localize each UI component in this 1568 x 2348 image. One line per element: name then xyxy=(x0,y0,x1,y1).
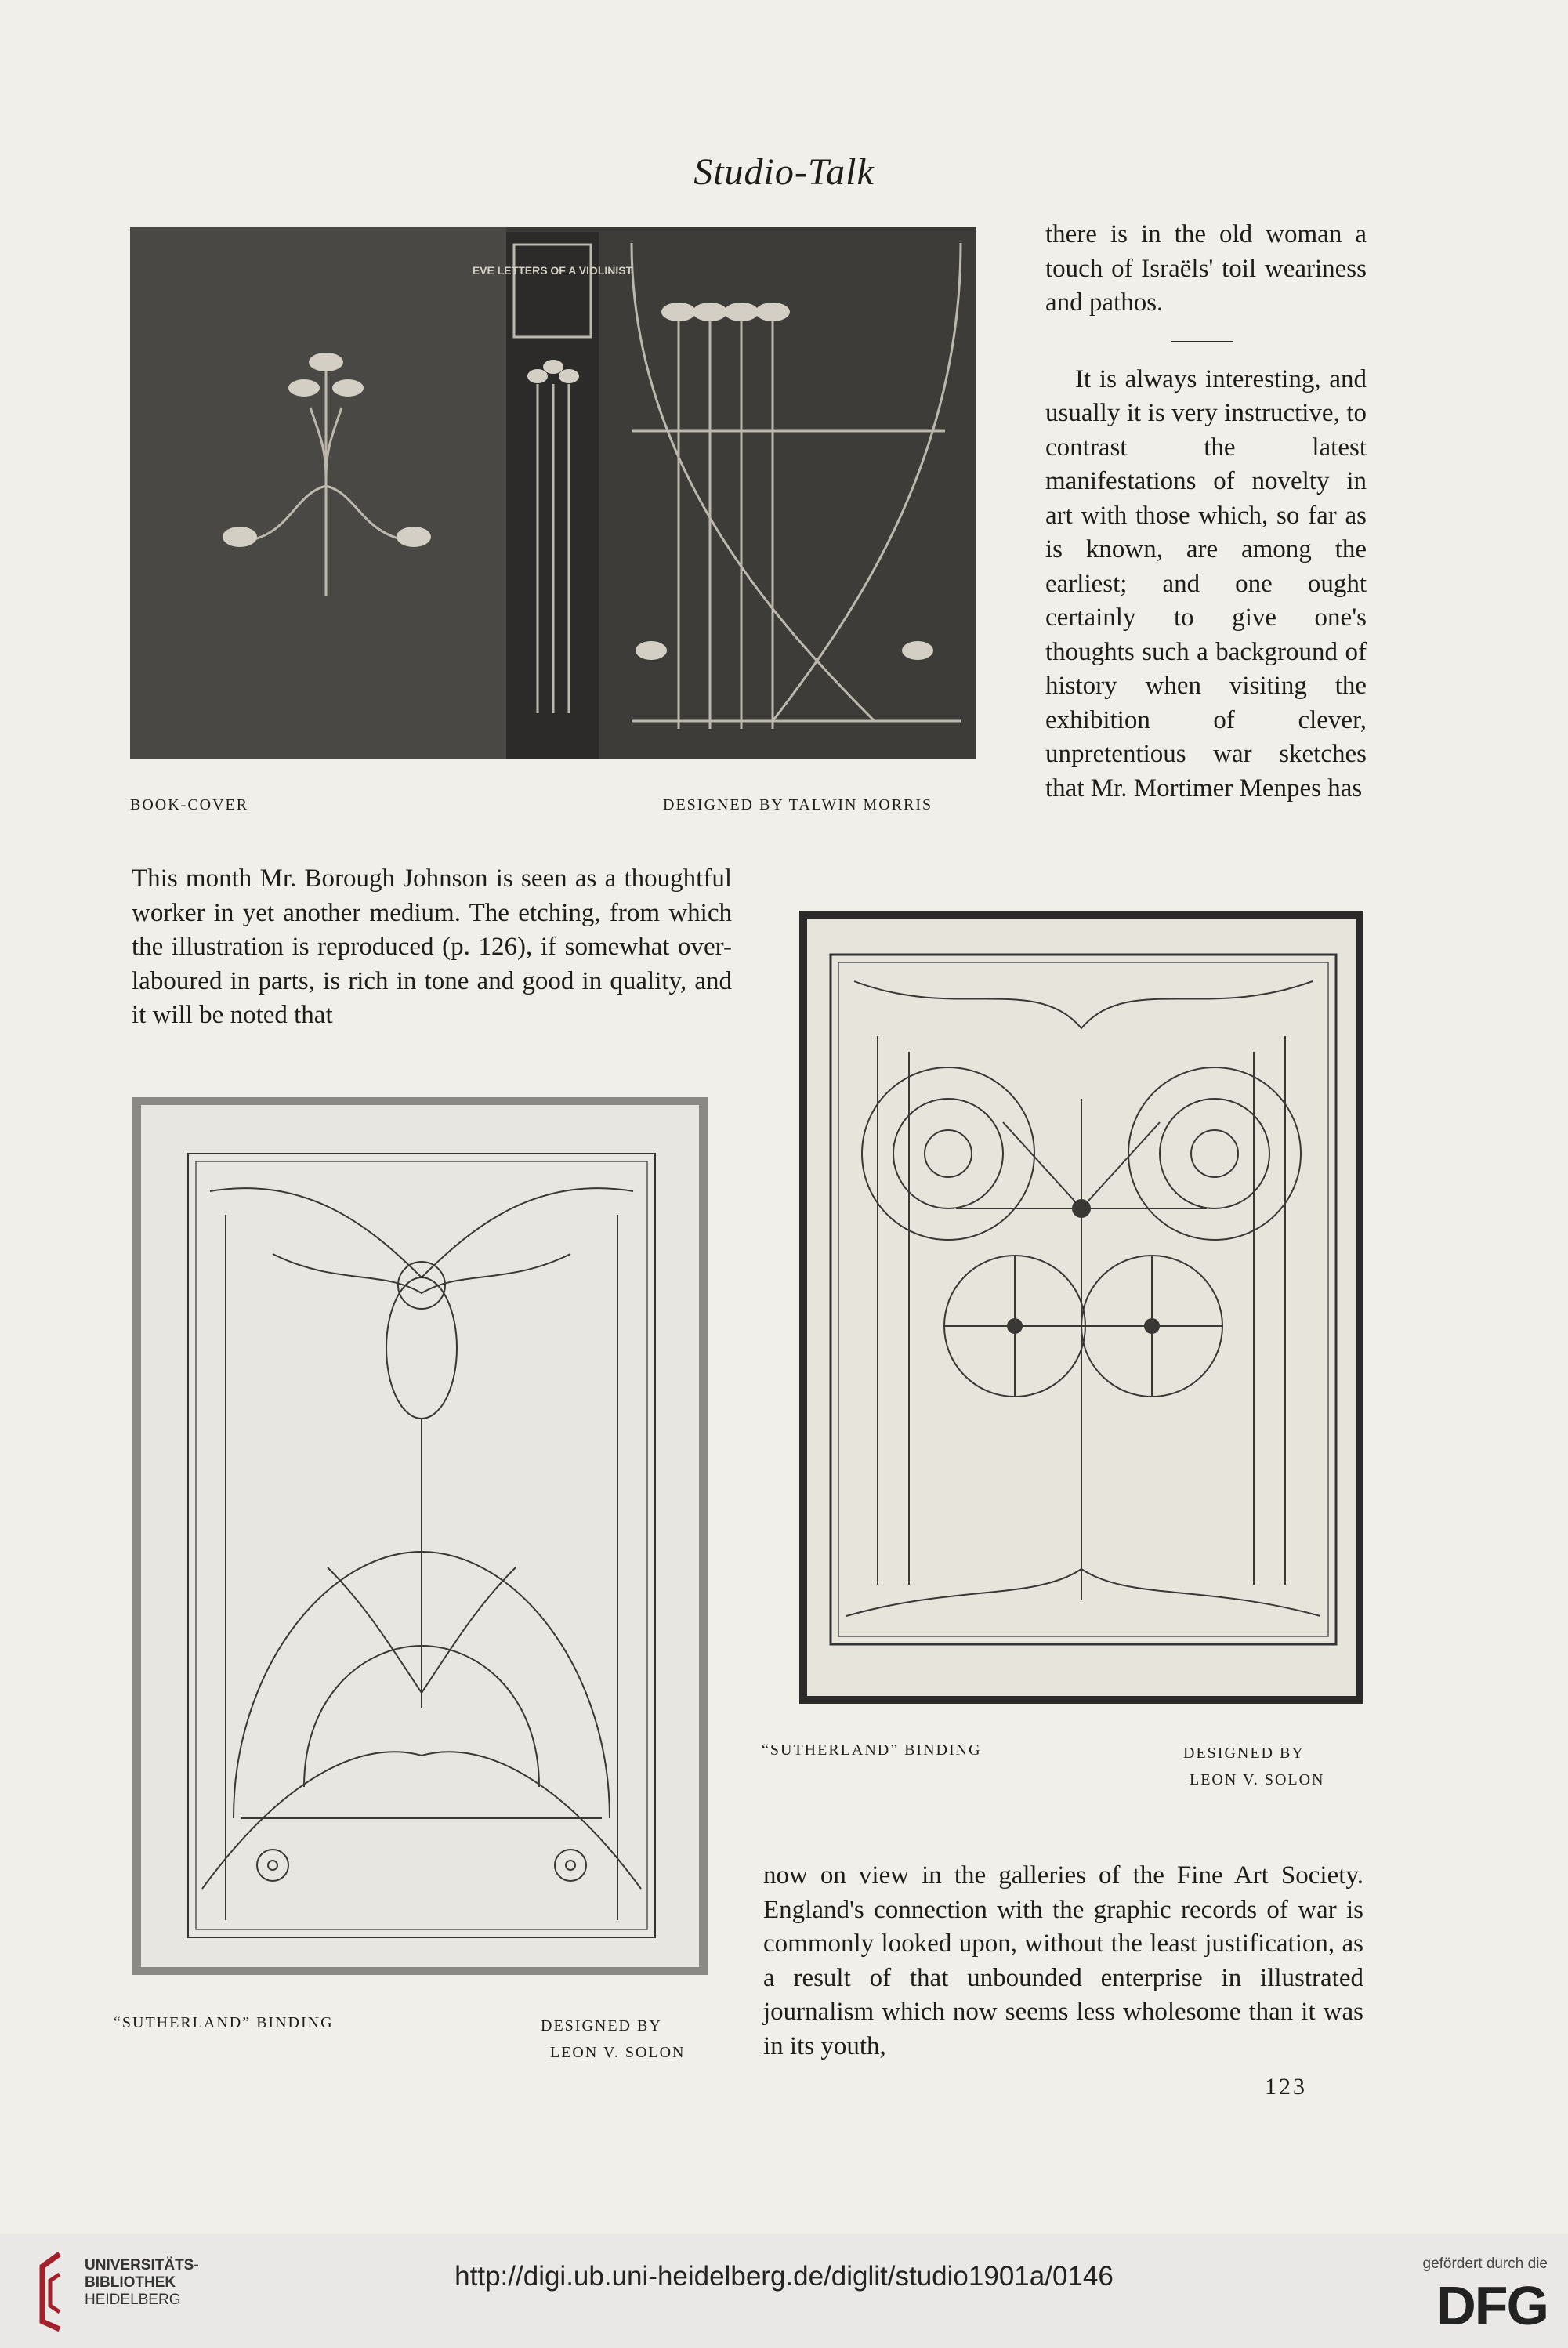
page-number: 123 xyxy=(1265,2074,1307,2100)
left-binding-caption-designed: DESIGNED BY xyxy=(541,2017,662,2035)
right-binding-caption-designer: LEON V. SOLON xyxy=(1190,1771,1325,1788)
book-cover-plate xyxy=(130,227,976,759)
left-binding-caption-designer: LEON V. SOLON xyxy=(550,2044,686,2061)
left-column-paragraph xyxy=(132,862,732,1033)
right-binding-caption-left: “SUTHERLAND” BINDING xyxy=(762,1741,982,1759)
running-header: Studio-Talk xyxy=(693,151,875,193)
library-line: HEIDELBERG xyxy=(85,2292,181,2308)
section-divider xyxy=(1171,341,1233,342)
funding-text: gefördert durch die xyxy=(1422,2256,1548,2272)
library-line: BIBLIOTHEK xyxy=(85,2274,176,2291)
left-binding-caption-left: “SUTHERLAND” BINDING xyxy=(114,2014,334,2031)
library-line: UNIVERSITÄTS- xyxy=(85,2257,199,2274)
top-right-column xyxy=(1045,218,1367,806)
bottom-right-column xyxy=(763,1859,1363,2064)
sutherland-binding-plate-right xyxy=(799,911,1363,1704)
spine-title: EVE LETTERS OF A VIOLINIST xyxy=(472,264,633,277)
paragraph: now on view in the galleries of the Fine Art Society. England's connection with the graphic records of war is commonly looked upon, without the least justification, as a result of that unbounded enterprise in illustrated journalism which now seems less wholesome than it was in its youth, xyxy=(763,1861,1363,2060)
dfg-logo: DFG xyxy=(1436,2275,1548,2336)
paragraph: It is always interesting, and usually it is very instructive, to contrast the latest manifestations of novelty in art with those which, so far as is known, are among the earliest; and one ought certainly to give one's thoughts such a background of history when visiting the exhibition of clever, unpretentious war sketches that Mr. Mortimer Menpes has xyxy=(1045,364,1367,803)
book-cover-caption-left: BOOK-COVER xyxy=(130,796,249,813)
paragraph: This month Mr. Borough Johnson is seen as a thoughtful worker in yet another medium. The etching, from which the illustration is reproduced (p. 126), if somewhat over-laboured in parts, is rich in tone and good in quality, and it will be noted that xyxy=(132,864,732,1029)
paragraph: there is in the old woman a touch of Israëls' toil weariness and pathos. xyxy=(1045,220,1367,317)
sutherland-binding-plate-left xyxy=(132,1097,708,1975)
right-binding-caption-designed: DESIGNED BY xyxy=(1183,1745,1305,1762)
book-cover-caption-right: DESIGNED BY TALWIN MORRIS xyxy=(663,796,933,813)
source-url-link[interactable]: http://digi.ub.uni-heidelberg.de/diglit/studio1901a/0146 xyxy=(454,2261,1114,2292)
